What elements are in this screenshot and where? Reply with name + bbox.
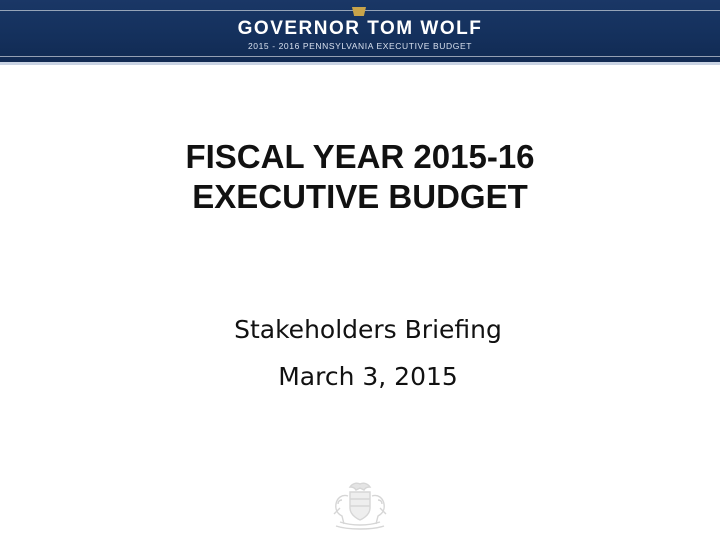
slide-title-line-1: FISCAL YEAR 2015-16	[185, 138, 535, 175]
header-banner	[0, 0, 720, 62]
banner-title: GOVERNOR TOM WOLF	[237, 18, 483, 39]
keystone-icon	[352, 7, 366, 16]
slide-subtitle: Stakeholders Briefing	[234, 315, 502, 344]
banner-underline	[0, 62, 720, 65]
state-seal-watermark-icon	[322, 478, 398, 534]
slide-date: March 3, 2015	[278, 362, 458, 391]
banner-subtitle: 2015 - 2016 PENNSYLVANIA EXECUTIVE BUDGET	[247, 41, 473, 51]
banner-rule-bottom	[0, 56, 720, 57]
slide-title	[100, 137, 620, 217]
slide-title-line-2: EXECUTIVE BUDGET	[192, 178, 528, 215]
